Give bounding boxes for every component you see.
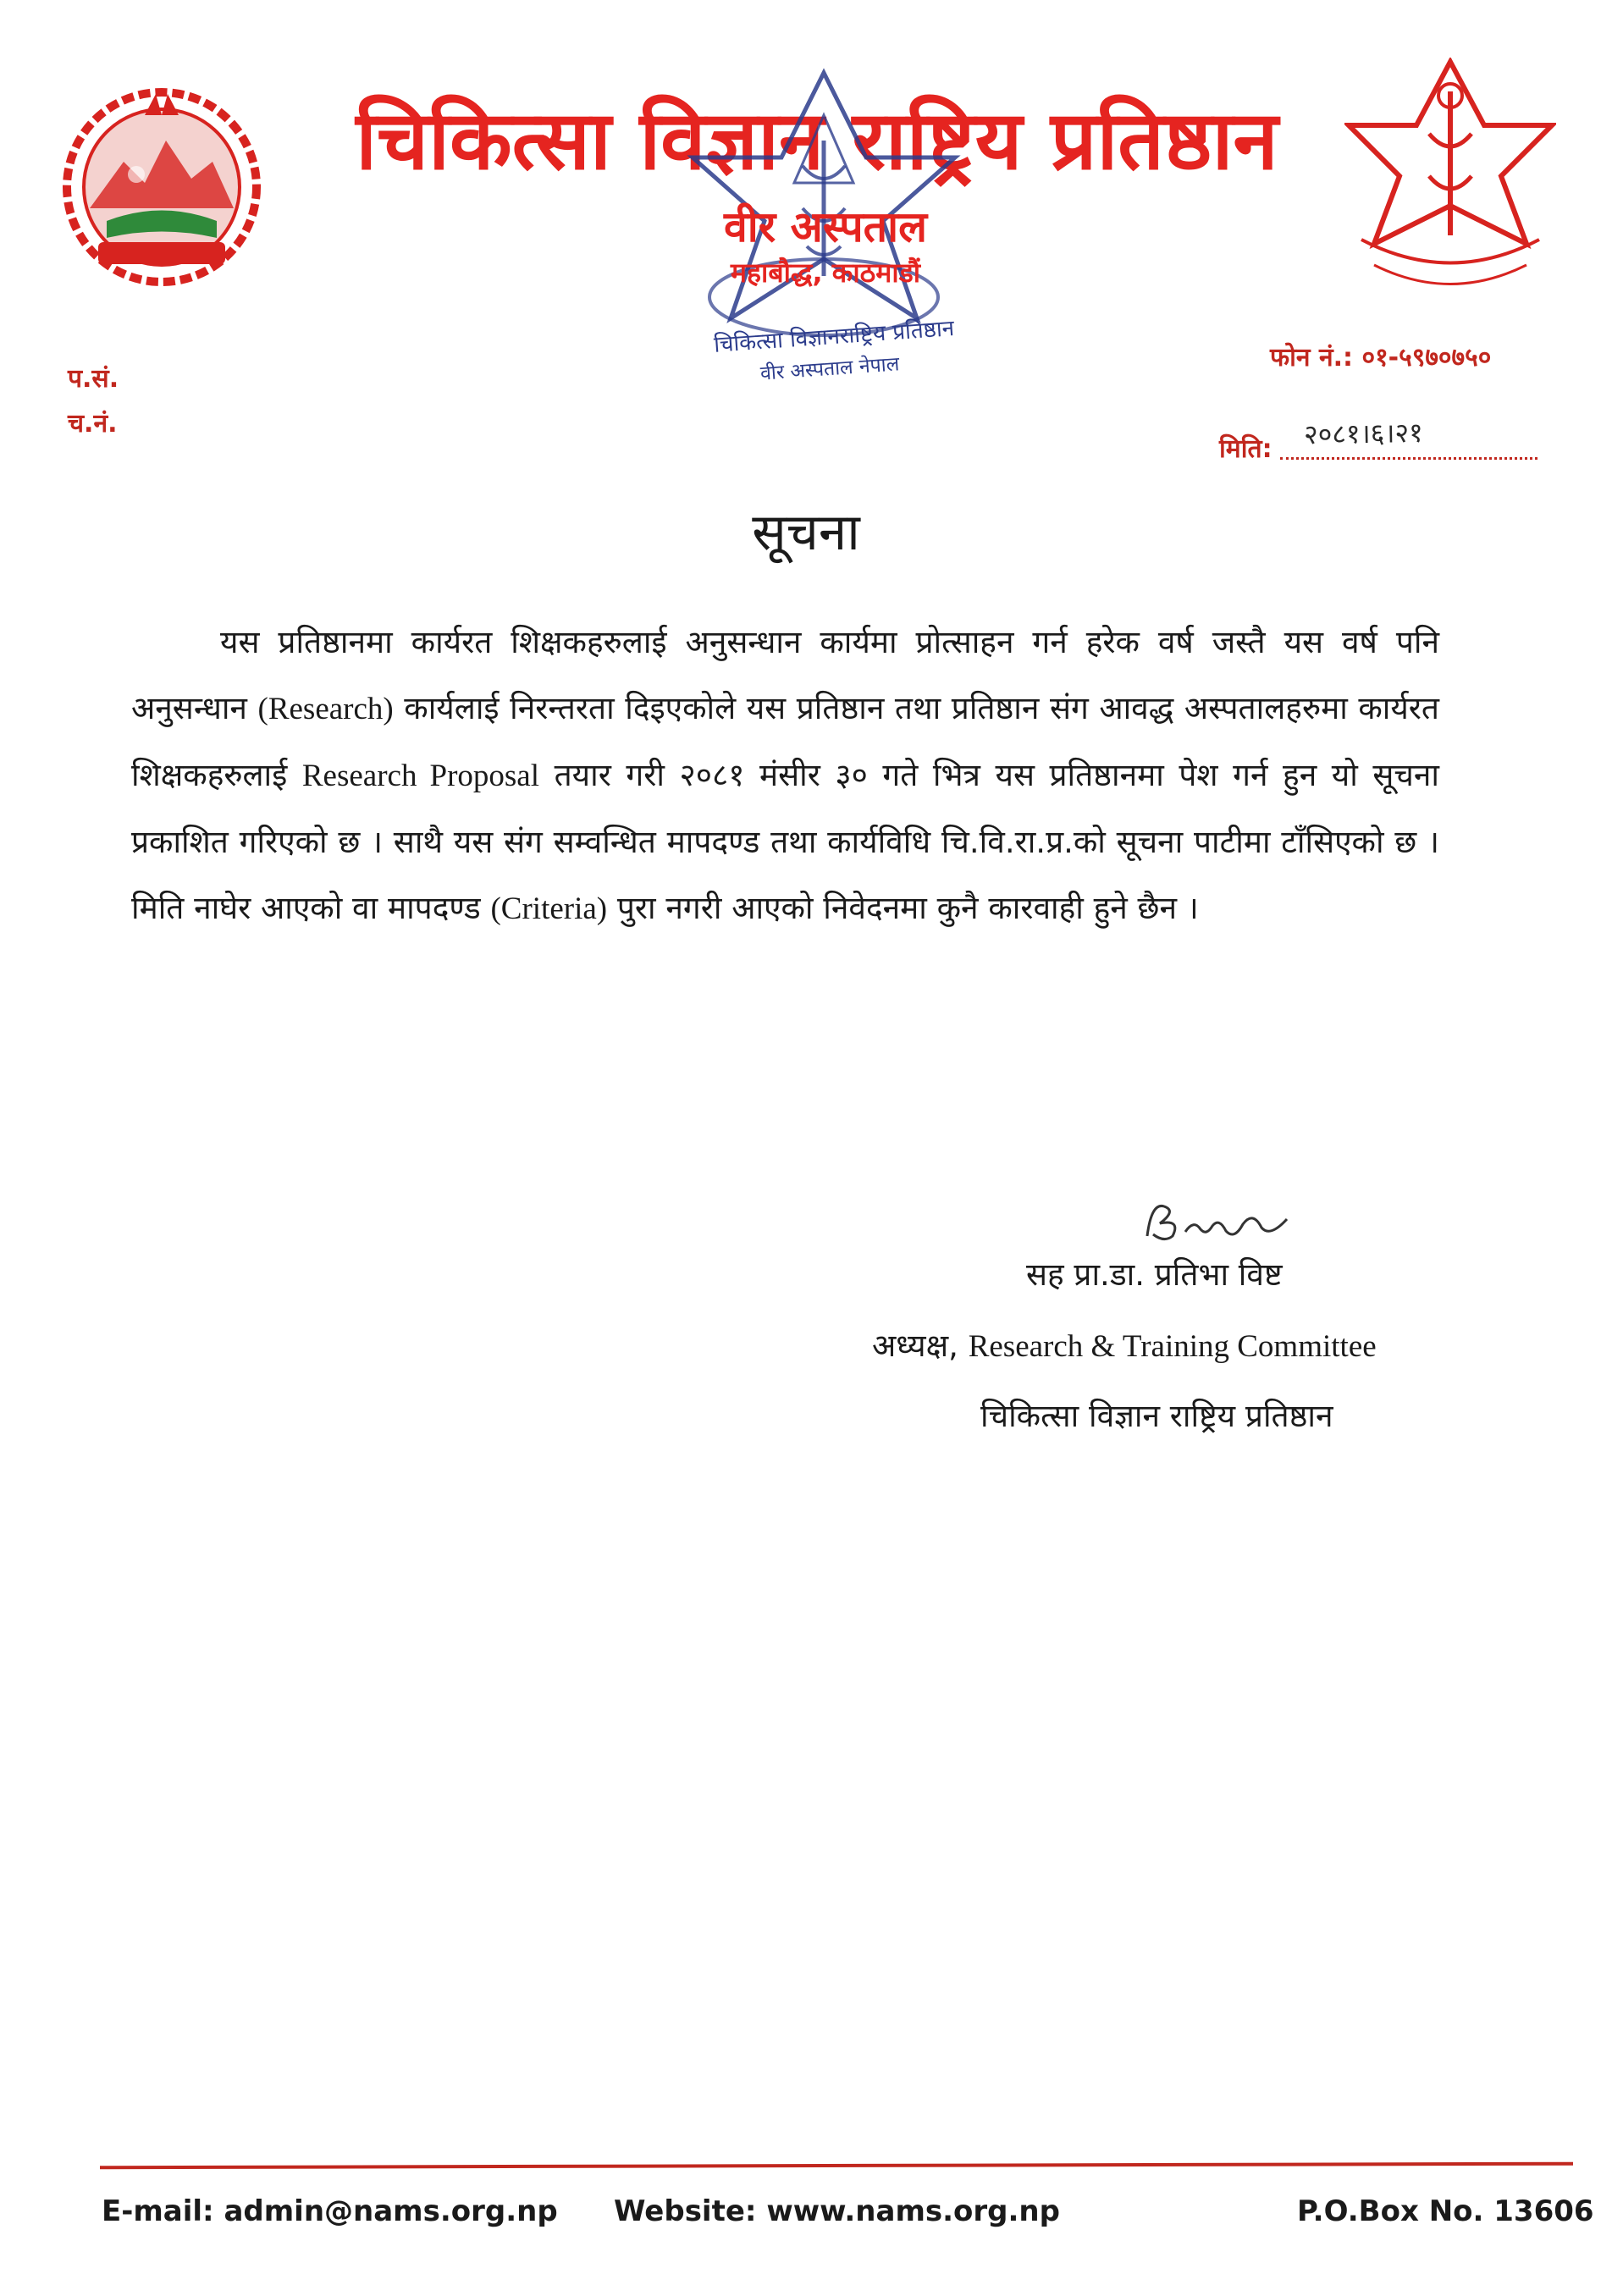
signatory-designation	[872, 1322, 1377, 1366]
footer-website: Website: www.nams.org.np	[614, 2194, 1060, 2228]
date-dotted-line	[1280, 457, 1537, 460]
hospital-name: वीर अस्पताल	[723, 202, 927, 251]
date-value: २०८१।६।२१	[1303, 416, 1424, 451]
notice-text-2: कार्यलाई निरन्तरता दिइएकोले यस प्रतिष्ठान तथा प्रतिष्ठान संग आवद्ध अस्पतालहरुमा कार्यरत शिक्षकहरुलाई	[131, 690, 1440, 793]
notice-text-4: पुरा नगरी आएको निवेदनमा कुनै कारवाही हुने छैन ।	[616, 890, 1199, 926]
notice-text-research: (Research)	[257, 692, 394, 726]
stamp-text-hospital: वीर अस्पताल नेपाल	[759, 353, 901, 385]
notice-text-criteria: (Criteria)	[490, 891, 608, 926]
notice-title: सूचना	[752, 503, 860, 562]
nams-logo-icon	[1344, 58, 1556, 312]
stamp-text-institution: चिकित्सा विज्ञानराष्ट्रिय प्रतिष्ठान	[713, 316, 956, 358]
institution-title: चिकित्सा विज्ञान राष्ट्रिय प्रतिष्ठान	[356, 93, 1278, 188]
hospital-location: महाबौद्ध, काठमाडौं	[730, 257, 921, 289]
nepal-emblem-icon	[56, 81, 268, 293]
notice-text-research-proposal: Research Proposal	[301, 759, 539, 793]
reference-number-label: प.सं.	[68, 364, 119, 394]
signature-scribble	[1134, 1194, 1295, 1253]
dispatch-number-label: च.नं.	[68, 409, 118, 439]
notice-body	[131, 610, 1439, 942]
committee-name: Research & Training Committee	[968, 1329, 1377, 1364]
footer-divider	[100, 2162, 1573, 2170]
notice-text-3: तयार गरी २०८१ मंसीर ३० गते भित्र यस प्रतिष्ठानमा पेश गर्न हुन यो सूचना प्रकाशित गरिएको छ । साथै यस संग सम्वन्धित मापदण्ड तथा कार्यविधि चि.वि.रा.प्र.को सूचना पाटीमा टाँसिएको छ । मिति नाघेर आएको वा मापदण्ड	[131, 757, 1440, 926]
date-label: मिति:	[1219, 434, 1272, 464]
notice-text-1: यस प्रतिष्ठानमा कार्यरत शिक्षकहरुलाई अनुसन्धान कार्यमा प्रोत्साहन गर्न हरेक वर्ष जस्तै यस वर्ष पनि अनुसन्धान	[131, 624, 1439, 726]
phone-number: फोन नं.: ०१-५९७०७५०	[1270, 343, 1492, 373]
signatory-institution: चिकित्सा विज्ञान राष्ट्रिय प्रतिष्ठान	[980, 1398, 1333, 1434]
footer-email: E-mail: admin@nams.org.np	[102, 2194, 558, 2228]
designation-prefix: अध्यक्ष,	[872, 1327, 958, 1364]
signatory-name: सह प्रा.डा. प्रतिभा विष्ट	[1026, 1256, 1283, 1293]
footer-pobox: P.O.Box No. 13606	[1297, 2194, 1594, 2228]
